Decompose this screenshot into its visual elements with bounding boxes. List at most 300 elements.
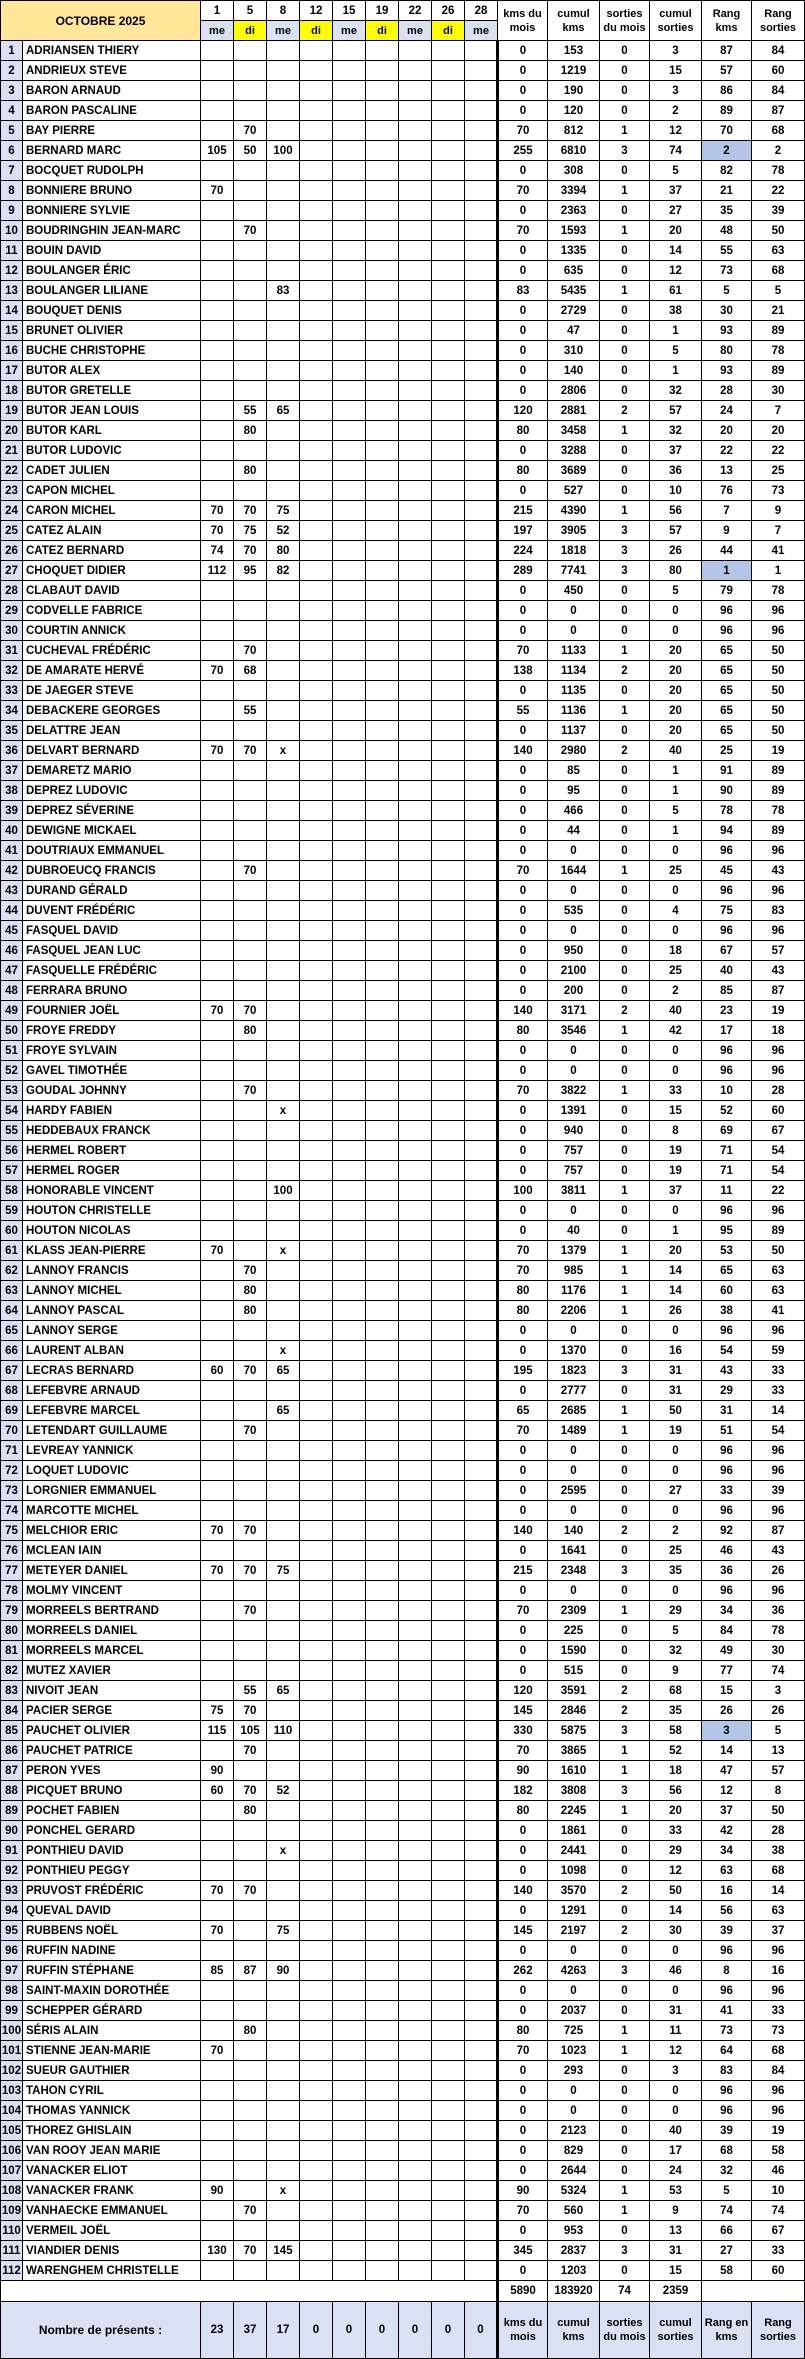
sorties-month: 0 xyxy=(600,61,650,81)
day-distance xyxy=(432,441,465,461)
member-name: BUTOR GRETELLE xyxy=(23,381,201,401)
day-distance xyxy=(201,201,234,221)
member-name: LECRAS BERNARD xyxy=(23,1361,201,1381)
member-name: VANACKER FRANK xyxy=(23,2181,201,2201)
rang-kms: 93 xyxy=(702,321,752,341)
day-distance: 55 xyxy=(234,1681,267,1701)
sorties-month: 0 xyxy=(600,2101,650,2121)
day-distance xyxy=(432,2181,465,2201)
day-distance xyxy=(399,781,432,801)
day-distance xyxy=(399,1041,432,1061)
day-distance xyxy=(366,1921,399,1941)
cumul-kms: 1391 xyxy=(548,1101,600,1121)
day-distance: 80 xyxy=(234,421,267,441)
kms-month: 0 xyxy=(498,161,548,181)
sorties-month: 0 xyxy=(600,961,650,981)
rang-kms: 24 xyxy=(702,401,752,421)
day-distance xyxy=(267,441,300,461)
weekday-header: me xyxy=(267,21,300,41)
member-name: LEFEBVRE ARNAUD xyxy=(23,1381,201,1401)
kms-month: 255 xyxy=(498,141,548,161)
day-distance xyxy=(399,1401,432,1421)
day-distance xyxy=(267,1381,300,1401)
day-distance xyxy=(399,101,432,121)
member-name: DE AMARATE HERVÉ xyxy=(23,661,201,681)
day-distance: 70 xyxy=(234,1421,267,1441)
member-name: HEDDEBAUX FRANCK xyxy=(23,1121,201,1141)
rang-sorties: 78 xyxy=(752,581,805,601)
rang-kms: 67 xyxy=(702,941,752,961)
row-number: 96 xyxy=(1,1941,23,1961)
day-distance xyxy=(465,1241,498,1261)
day-distance xyxy=(366,1561,399,1581)
kms-month: 0 xyxy=(498,1341,548,1361)
rang-kms: 85 xyxy=(702,981,752,1001)
day-distance: 105 xyxy=(201,141,234,161)
member-name: CARON MICHEL xyxy=(23,501,201,521)
day-distance xyxy=(201,81,234,101)
day-distance xyxy=(432,61,465,81)
day-distance xyxy=(399,41,432,61)
day-distance xyxy=(234,2121,267,2141)
day-distance xyxy=(234,281,267,301)
day-distance xyxy=(333,1601,366,1621)
sorties-month: 0 xyxy=(600,461,650,481)
day-distance xyxy=(201,341,234,361)
row-number: 83 xyxy=(1,1681,23,1701)
day-distance xyxy=(465,1861,498,1881)
kms-month: 120 xyxy=(498,1681,548,1701)
day-distance xyxy=(300,2121,333,2141)
day-distance: 65 xyxy=(267,1401,300,1421)
cumul-kms: 4263 xyxy=(548,1961,600,1981)
day-distance xyxy=(333,1561,366,1581)
day-distance xyxy=(201,1281,234,1301)
table-row xyxy=(1,1401,805,1421)
day-distance xyxy=(399,1661,432,1681)
day-distance xyxy=(366,2101,399,2121)
day-distance xyxy=(399,261,432,281)
rang-kms: 34 xyxy=(702,1841,752,1861)
rang-sorties: 41 xyxy=(752,541,805,561)
day-distance xyxy=(333,741,366,761)
cumul-sorties: 1 xyxy=(650,1221,702,1241)
rang-sorties: 33 xyxy=(752,2241,805,2261)
day-distance xyxy=(267,821,300,841)
day-distance xyxy=(465,1621,498,1641)
row-number: 66 xyxy=(1,1341,23,1361)
table-row xyxy=(1,281,805,301)
day-distance xyxy=(366,381,399,401)
day-distance xyxy=(300,1161,333,1181)
table-row xyxy=(1,441,805,461)
member-name: BUTOR LUDOVIC xyxy=(23,441,201,461)
cumul-sorties: 1 xyxy=(650,361,702,381)
rang-kms: 2 xyxy=(702,141,752,161)
rang-kms: 65 xyxy=(702,701,752,721)
day-distance xyxy=(465,841,498,861)
day-distance xyxy=(333,601,366,621)
member-name: GAVEL TIMOTHÉE xyxy=(23,1061,201,1081)
kms-month: 0 xyxy=(498,1661,548,1681)
kms-month: 0 xyxy=(498,821,548,841)
day-distance xyxy=(465,1761,498,1781)
day-distance xyxy=(267,1701,300,1721)
day-distance xyxy=(234,241,267,261)
row-number: 80 xyxy=(1,1621,23,1641)
rang-kms: 65 xyxy=(702,1261,752,1281)
day-distance xyxy=(201,261,234,281)
row-number: 91 xyxy=(1,1841,23,1861)
day-distance xyxy=(465,1501,498,1521)
day-distance xyxy=(300,941,333,961)
day-distance xyxy=(267,2161,300,2181)
row-number: 104 xyxy=(1,2101,23,2121)
row-number: 39 xyxy=(1,801,23,821)
day-distance xyxy=(234,2261,267,2281)
day-distance xyxy=(267,1881,300,1901)
day-distance xyxy=(333,1061,366,1081)
day-distance xyxy=(366,1661,399,1681)
day-distance xyxy=(300,1221,333,1241)
day-distance xyxy=(234,161,267,181)
day-distance xyxy=(300,1361,333,1381)
day-distance xyxy=(465,41,498,61)
day-distance xyxy=(366,1801,399,1821)
day-distance xyxy=(432,1241,465,1261)
day-distance xyxy=(399,1361,432,1381)
day-distance xyxy=(432,941,465,961)
kms-month: 140 xyxy=(498,1521,548,1541)
day-distance xyxy=(333,721,366,741)
day-distance: 75 xyxy=(267,1561,300,1581)
day-distance xyxy=(201,2121,234,2141)
sorties-month: 0 xyxy=(600,1461,650,1481)
row-number: 17 xyxy=(1,361,23,381)
rang-kms: 49 xyxy=(702,1641,752,1661)
cumul-kms: 153 xyxy=(548,41,600,61)
day-distance xyxy=(201,1321,234,1341)
day-distance xyxy=(234,1661,267,1681)
kms-month: 90 xyxy=(498,1761,548,1781)
day-distance xyxy=(432,481,465,501)
day-distance xyxy=(333,1401,366,1421)
day-distance xyxy=(432,881,465,901)
day-distance: 80 xyxy=(234,2021,267,2041)
day-distance xyxy=(267,861,300,881)
cumul-sorties: 0 xyxy=(650,2101,702,2121)
day-distance xyxy=(399,2221,432,2241)
day-distance xyxy=(267,1161,300,1181)
rang-kms: 96 xyxy=(702,1441,752,1461)
rang-sorties: 22 xyxy=(752,181,805,201)
member-name: DEBACKERE GEORGES xyxy=(23,701,201,721)
cumul-sorties: 1 xyxy=(650,781,702,801)
cumul-kms: 725 xyxy=(548,2021,600,2041)
cumul-sorties: 57 xyxy=(650,401,702,421)
day-distance xyxy=(333,461,366,481)
cumul-sorties: 50 xyxy=(650,1881,702,1901)
day-distance xyxy=(300,821,333,841)
day-distance xyxy=(333,2221,366,2241)
day-distance xyxy=(234,1481,267,1501)
sorties-month: 0 xyxy=(600,581,650,601)
day-distance xyxy=(333,1421,366,1441)
day-distance xyxy=(366,1641,399,1661)
day-distance: 70 xyxy=(234,221,267,241)
kms-month: 0 xyxy=(498,2261,548,2281)
rang-kms: 64 xyxy=(702,2041,752,2061)
rang-kms: 8 xyxy=(702,1961,752,1981)
day-distance xyxy=(201,1601,234,1621)
table-row xyxy=(1,1341,805,1361)
footer-rang-kms-label: Rang en kms xyxy=(702,2302,752,2359)
day-distance: 65 xyxy=(267,401,300,421)
table-row xyxy=(1,401,805,421)
day-distance xyxy=(399,1881,432,1901)
day-distance xyxy=(234,1161,267,1181)
row-number: 95 xyxy=(1,1921,23,1941)
cumul-kms: 40 xyxy=(548,1221,600,1241)
cumul-sorties: 0 xyxy=(650,1461,702,1481)
row-number: 84 xyxy=(1,1701,23,1721)
day-distance xyxy=(432,681,465,701)
day-distance xyxy=(333,1101,366,1121)
kms-month: 0 xyxy=(498,681,548,701)
row-number: 97 xyxy=(1,1961,23,1981)
rang-kms: 5 xyxy=(702,2181,752,2201)
cumul-kms: 1590 xyxy=(548,1641,600,1661)
day-distance: 70 xyxy=(234,1081,267,1101)
table-row xyxy=(1,1701,805,1721)
day-distance xyxy=(366,1961,399,1981)
day-distance xyxy=(465,721,498,741)
day-distance xyxy=(267,1441,300,1461)
rang-sorties: 50 xyxy=(752,221,805,241)
rang-kms: 58 xyxy=(702,2261,752,2281)
day-distance xyxy=(333,1341,366,1361)
sorties-month: 1 xyxy=(600,421,650,441)
kms-month: 70 xyxy=(498,2041,548,2061)
table-row xyxy=(1,501,805,521)
sorties-month: 3 xyxy=(600,1781,650,1801)
row-number: 94 xyxy=(1,1901,23,1921)
day-distance: 70 xyxy=(234,1521,267,1541)
day-distance xyxy=(267,2001,300,2021)
kms-month: 182 xyxy=(498,1781,548,1801)
rang-sorties: 96 xyxy=(752,1981,805,2001)
row-number: 29 xyxy=(1,601,23,621)
member-name: ADRIANSEN THIERY xyxy=(23,41,201,61)
rang-kms: 7 xyxy=(702,501,752,521)
member-name: BAY PIERRE xyxy=(23,121,201,141)
rang-kms: 71 xyxy=(702,1161,752,1181)
day-distance xyxy=(366,1041,399,1061)
member-name: DURAND GÉRALD xyxy=(23,881,201,901)
rang-sorties: 73 xyxy=(752,2021,805,2041)
cumul-sorties: 0 xyxy=(650,1941,702,1961)
day-distance xyxy=(234,2221,267,2241)
day-distance xyxy=(333,1961,366,1981)
kms-month: 0 xyxy=(498,481,548,501)
day-distance xyxy=(234,1921,267,1941)
kms-month: 0 xyxy=(498,941,548,961)
day-distance xyxy=(399,1421,432,1441)
day-distance xyxy=(432,301,465,321)
total-cumul-kms: 183920 xyxy=(548,2281,600,2302)
member-name: BOUQUET DENIS xyxy=(23,301,201,321)
day-distance xyxy=(432,1321,465,1341)
day-distance xyxy=(399,1941,432,1961)
row-number: 43 xyxy=(1,881,23,901)
table-row xyxy=(1,141,805,161)
day-distance xyxy=(333,981,366,1001)
sorties-month: 1 xyxy=(600,501,650,521)
member-name: DUVENT FRÉDÉRIC xyxy=(23,901,201,921)
day-distance: 70 xyxy=(201,741,234,761)
rang-kms: 52 xyxy=(702,1101,752,1121)
table-row xyxy=(1,1621,805,1641)
day-distance xyxy=(465,1261,498,1281)
day-distance xyxy=(333,2001,366,2021)
day-distance xyxy=(465,1281,498,1301)
table-row xyxy=(1,2161,805,2181)
sorties-month: 0 xyxy=(600,441,650,461)
day-distance xyxy=(399,681,432,701)
day-distance xyxy=(465,2001,498,2021)
rang-sorties: 25 xyxy=(752,461,805,481)
day-distance xyxy=(201,1981,234,2001)
rang-sorties: 96 xyxy=(752,881,805,901)
member-name: LANNOY FRANCIS xyxy=(23,1261,201,1281)
cumul-sorties: 32 xyxy=(650,1641,702,1661)
day-distance xyxy=(201,361,234,381)
rang-sorties: 22 xyxy=(752,441,805,461)
rang-sorties: 19 xyxy=(752,741,805,761)
rang-sorties: 43 xyxy=(752,961,805,981)
cumul-sorties: 20 xyxy=(650,1801,702,1821)
cumul-sorties: 61 xyxy=(650,281,702,301)
day-distance: 112 xyxy=(201,561,234,581)
sorties-month: 1 xyxy=(600,641,650,661)
member-name: THOREZ GHISLAIN xyxy=(23,2121,201,2141)
weekday-header: me xyxy=(201,21,234,41)
member-name: BOCQUET RUDOLPH xyxy=(23,161,201,181)
day-distance xyxy=(201,861,234,881)
day-distance xyxy=(267,981,300,1001)
day-distance: 70 xyxy=(201,661,234,681)
day-distance: 70 xyxy=(234,1601,267,1621)
cumul-kms: 2837 xyxy=(548,2241,600,2261)
day-distance xyxy=(465,401,498,421)
rang-kms: 46 xyxy=(702,1541,752,1561)
cumul-kms: 1136 xyxy=(548,701,600,721)
day-distance xyxy=(267,2261,300,2281)
day-distance xyxy=(267,761,300,781)
day-distance xyxy=(366,1201,399,1221)
cumul-kms: 3811 xyxy=(548,1181,600,1201)
footer-cumul-sorties-label: cumul sorties xyxy=(650,2302,702,2359)
kms-month: 0 xyxy=(498,1621,548,1641)
day-distance: 80 xyxy=(234,1301,267,1321)
kms-month: 140 xyxy=(498,741,548,761)
cumul-kms: 6810 xyxy=(548,141,600,161)
day-distance xyxy=(300,861,333,881)
day-distance xyxy=(432,1821,465,1841)
table-row xyxy=(1,1061,805,1081)
kms-month: 0 xyxy=(498,1321,548,1341)
member-name: FERRARA BRUNO xyxy=(23,981,201,1001)
sorties-month: 0 xyxy=(600,601,650,621)
day-distance xyxy=(201,1081,234,1101)
day-distance xyxy=(267,2201,300,2221)
rang-sorties: 8 xyxy=(752,1781,805,1801)
day-distance xyxy=(465,1201,498,1221)
day-distance xyxy=(432,2021,465,2041)
rang-sorties: 87 xyxy=(752,101,805,121)
day-distance xyxy=(432,2081,465,2101)
cumul-kms: 3689 xyxy=(548,461,600,481)
day-distance xyxy=(465,1521,498,1541)
rang-kms: 11 xyxy=(702,1181,752,1201)
member-name: THOMAS YANNICK xyxy=(23,2101,201,2121)
day-distance xyxy=(333,961,366,981)
sorties-month: 2 xyxy=(600,401,650,421)
day-distance xyxy=(366,1281,399,1301)
day-distance xyxy=(234,1761,267,1781)
day-distance xyxy=(300,1581,333,1601)
day-distance xyxy=(234,341,267,361)
day-distance xyxy=(399,1781,432,1801)
cumul-sorties: 46 xyxy=(650,1961,702,1981)
day-distance xyxy=(432,1921,465,1941)
cumul-kms: 1335 xyxy=(548,241,600,261)
day-distance xyxy=(399,1981,432,2001)
day-distance xyxy=(465,1061,498,1081)
day-distance xyxy=(399,2181,432,2201)
sorties-month-header: sorties du mois xyxy=(600,1,650,41)
table-row xyxy=(1,1741,805,1761)
sorties-month: 0 xyxy=(600,1901,650,1921)
table-row xyxy=(1,481,805,501)
rang-kms: 35 xyxy=(702,201,752,221)
day-distance xyxy=(432,261,465,281)
day-distance xyxy=(465,2061,498,2081)
day-distance xyxy=(465,1641,498,1661)
member-name: DELVART BERNARD xyxy=(23,741,201,761)
row-number: 45 xyxy=(1,921,23,941)
day-distance xyxy=(465,681,498,701)
rang-sorties: 78 xyxy=(752,1621,805,1641)
day-distance: x xyxy=(267,1841,300,1861)
sorties-month: 3 xyxy=(600,541,650,561)
day-distance xyxy=(201,1021,234,1041)
sorties-month: 0 xyxy=(600,781,650,801)
cumul-kms: 2685 xyxy=(548,1401,600,1421)
day-distance xyxy=(300,701,333,721)
rang-kms: 96 xyxy=(702,1981,752,2001)
sorties-month: 0 xyxy=(600,2161,650,2181)
member-name: BUTOR KARL xyxy=(23,421,201,441)
day-distance xyxy=(399,2241,432,2261)
member-name: DEMARETZ MARIO xyxy=(23,761,201,781)
member-name: RUFFIN STÉPHANE xyxy=(23,1961,201,1981)
row-number: 74 xyxy=(1,1501,23,1521)
day-distance xyxy=(465,501,498,521)
member-name: VAN ROOY JEAN MARIE xyxy=(23,2141,201,2161)
member-name: DEPREZ LUDOVIC xyxy=(23,781,201,801)
table-row xyxy=(1,221,805,241)
